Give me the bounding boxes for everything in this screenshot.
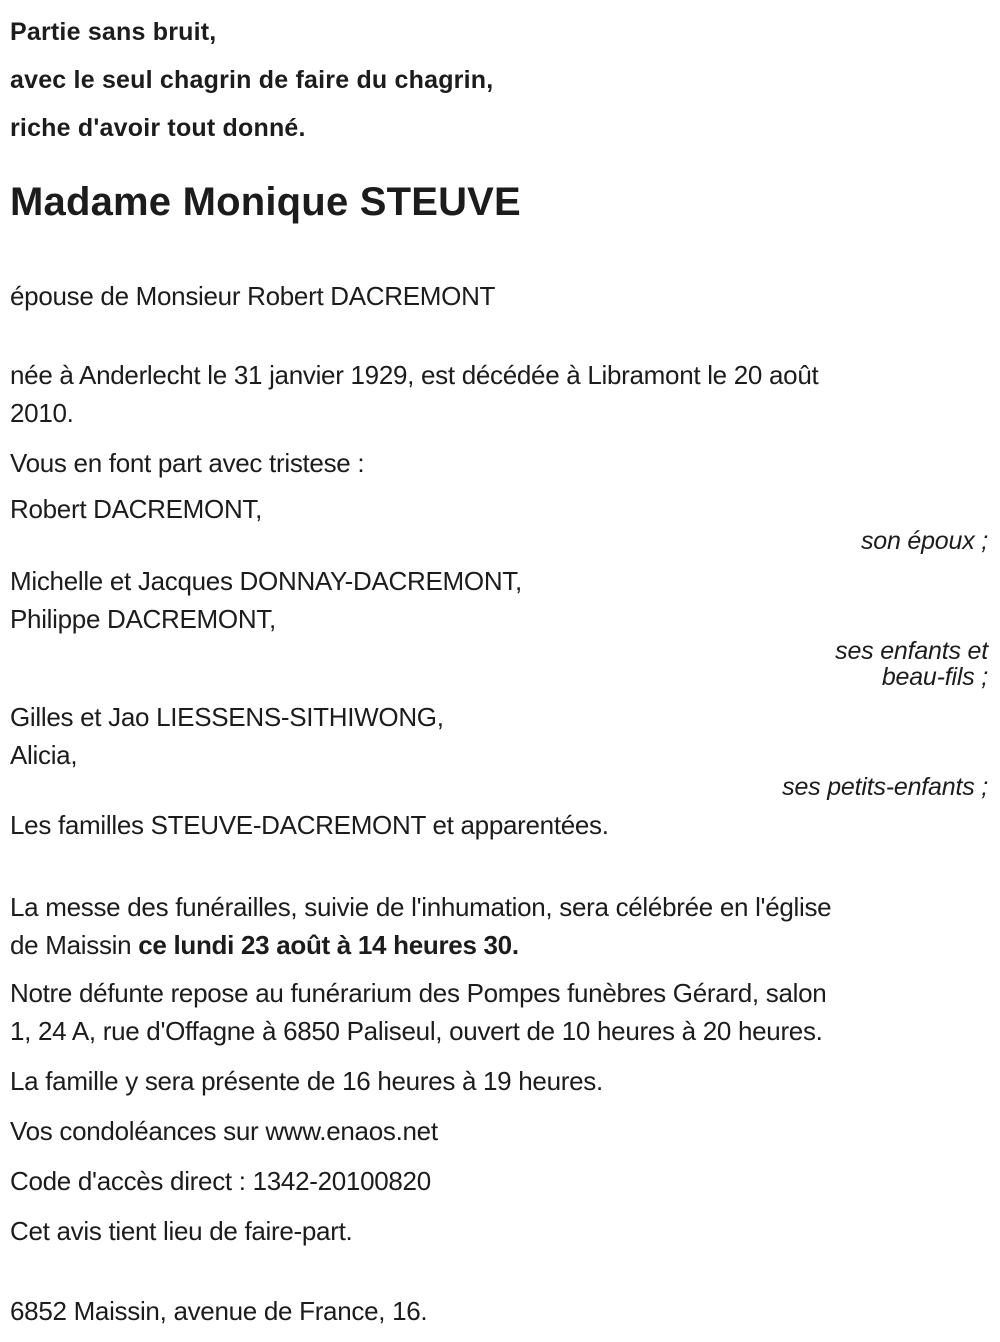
families-line: Les familles STEUVE-DACREMONT et apparentées. [10, 810, 609, 840]
ceremony-paragraph [10, 888, 988, 964]
repose-line-2: 1, 24 A, rue d'Offagne à 6850 Paliseul, ouvert de 10 heures à 20 heures. [10, 1016, 823, 1046]
announcement-intro: Vous en font part avec tristese : [10, 448, 365, 478]
address-line: 6852 Maissin, avenue de France, 16. [10, 1296, 428, 1326]
condolences-website-line: Vos condoléances sur www.enaos.net [10, 1116, 438, 1146]
repose-line-1: Notre défunte repose au funérarium des Pompes funèbres Gérard, salon [10, 978, 827, 1008]
spouse-line: épouse de Monsieur Robert DACREMONT [10, 281, 496, 311]
family-presence-line: La famille y sera présente de 16 heures à 19 heures. [10, 1066, 603, 1096]
relation-label: ses petits-enfants ; [782, 773, 988, 801]
epitaph-line-2: avec le seul chagrin de faire du chagrin, [10, 66, 494, 94]
epitaph [10, 8, 988, 152]
relation-label: ses enfants et [835, 637, 988, 665]
relatives-group-1-names [10, 490, 988, 528]
ceremony-line-2-normal: de Maissin [10, 930, 139, 960]
relative-name: Alicia, [10, 740, 78, 770]
relative-name: Gilles et Jao LIESSENS-SITHIWONG, [10, 702, 444, 732]
relative-name: Philippe DACREMONT, [10, 604, 276, 634]
relatives-group-3-relation [10, 774, 988, 800]
relation-label: beau-fils ; [881, 663, 988, 691]
relative-name: Robert DACREMONT, [10, 494, 263, 524]
relatives-group-1-relation [10, 528, 988, 554]
ceremony-line-1: La messe des funérailles, suivie de l'inhumation, sera célébrée en l'église [10, 892, 832, 922]
deceased-name: Madame Monique STEUVE [10, 180, 521, 224]
epitaph-line-1: Partie sans bruit, [10, 18, 217, 46]
relatives-group-2-names [10, 562, 988, 638]
relatives-group-2-relation [10, 638, 988, 690]
access-code-line: Code d'accès direct : 1342-20100820 [10, 1166, 431, 1196]
birth-death-line-2: 2010. [10, 398, 74, 428]
legal-notice-line: Cet avis tient lieu de faire-part. [10, 1216, 353, 1246]
birth-death-paragraph [10, 356, 988, 432]
relatives-group-3-names [10, 698, 988, 774]
relative-name: Michelle et Jacques DONNAY-DACREMONT, [10, 566, 522, 596]
relation-label: son époux ; [860, 527, 988, 555]
epitaph-line-3: riche d'avoir tout donné. [10, 114, 306, 142]
ceremony-line-2 [10, 926, 988, 964]
ceremony-datetime: ce lundi 23 août à 14 heures 30. [138, 930, 519, 960]
repose-paragraph [10, 974, 988, 1050]
birth-death-line-1: née à Anderlecht le 31 janvier 1929, est décédée à Libramont le 20 août [10, 360, 819, 390]
